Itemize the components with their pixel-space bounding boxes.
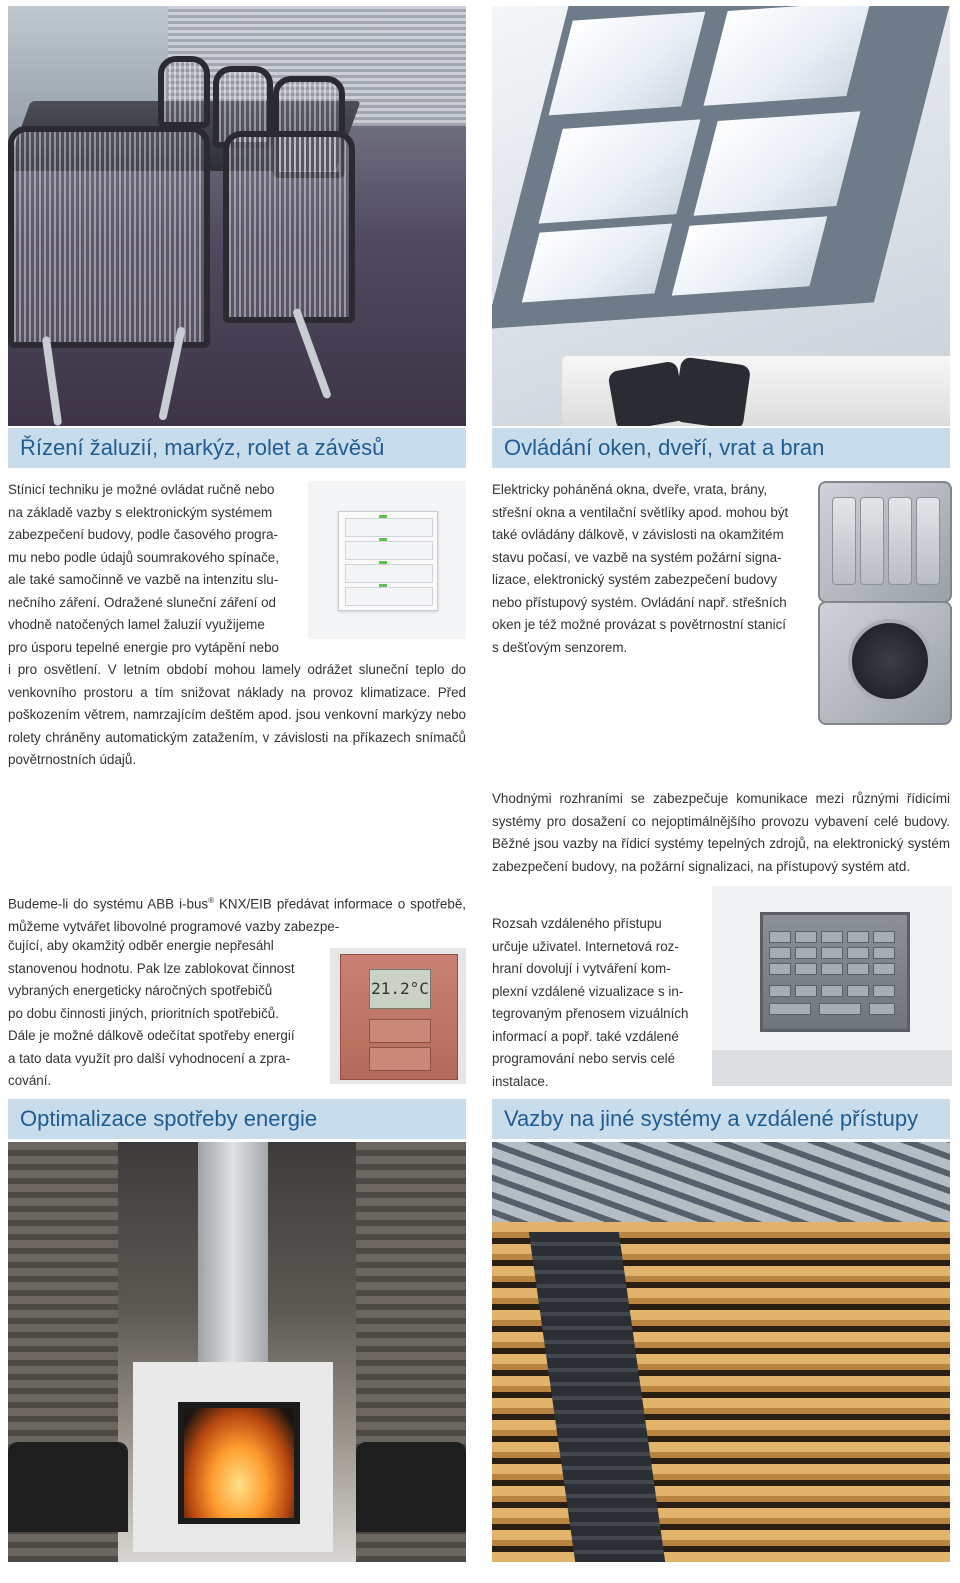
led-indicator [379, 584, 387, 587]
room-thermostat-image [330, 948, 466, 1084]
screen-cell [873, 963, 895, 975]
energy-text-narrow [8, 935, 324, 1093]
fireplace-interior-photo [8, 1142, 466, 1562]
panel-screen [760, 912, 910, 1032]
attic-skylight-photo [492, 6, 950, 426]
text-line: stavu počasí, ve vazbě na systém požární signa- [492, 549, 782, 565]
chair-shape [8, 126, 210, 348]
chair-shape [158, 56, 210, 128]
remote-text-narrow [492, 913, 698, 1093]
text-line: cování. [8, 1073, 52, 1088]
text-line: mu nebo podle údajů soumrakového spínače, [8, 549, 279, 565]
skylight-pane-shape [522, 224, 672, 303]
power-socket-icon [848, 619, 932, 703]
registered-mark: ® [208, 896, 214, 905]
text-line: vhodně natočených lamel žaluzií využijeme [8, 617, 265, 632]
screen-cell [847, 985, 869, 997]
chair-shape [223, 131, 355, 323]
heading-blinds: Řízení žaluzií, markýz, rolet a závěsů [8, 428, 466, 468]
roof-structure-shape [492, 1142, 950, 1232]
screen-cell [769, 947, 791, 959]
armchair-shape [356, 1442, 466, 1532]
window-control-switch-image [818, 481, 952, 725]
remote-text-wide: Vhodnými rozhraními se zabezpečuje komunikace mezi různými řídicími systémy pro dosažení co nejoptimálnějšího provozu vybavení celé budovy. Běžné jsou vazby na řídicí systémy tepelných zdrojů, na elektronický systém zabezpečení budovy, na požární signalizaci, na přístupový systém atd. [492, 791, 950, 874]
screen-cell [873, 931, 895, 943]
thermostat-display: 21.2°C [369, 969, 431, 1009]
screen-cell [847, 931, 869, 943]
led-indicator [379, 538, 387, 541]
heading-energy: Optimalizace spotřeby energie [8, 1099, 466, 1139]
text-line: střešní okna a ventilační světlíky apod. mohou být [492, 504, 789, 520]
text-line: instalace. [492, 1073, 549, 1089]
windows-text [492, 479, 808, 659]
screen-cell [769, 985, 791, 997]
screen-cell [769, 1003, 811, 1015]
text-line: programování nebo servis celé [492, 1051, 676, 1066]
screen-cell [847, 963, 869, 975]
control-panel-display-image [712, 886, 952, 1086]
rocker-key [345, 587, 433, 606]
office-meeting-room-photo [8, 6, 466, 426]
text-line: ale také samočinně ve vazbě na intenzitu slu- [8, 572, 279, 587]
switch-key [916, 497, 940, 585]
text-line: lizace, elektronický systém zabezpečení budovy [492, 572, 778, 587]
screen-cell [873, 985, 895, 997]
screen-cell [821, 963, 843, 975]
switch-panel [338, 511, 438, 611]
text-line: s dešťovým senzorem. [492, 639, 628, 655]
text-line: informací a popř. také vzdálené [492, 1028, 679, 1044]
blinds-text-wide: i pro osvětlení. V letním období mohou lamely odrážet sluneční teplo do venkovního prostoru a tím snižovat náklady na provoz klimatizace. Před poškozením větrem, namrzajícím deštěm apod. jsou venkovní markýzy nebo rolety chráněny automatickým zatažením, v závislosti na příkazech snímačů povětrnostních údajů. [8, 662, 466, 767]
rocker-key [345, 564, 433, 583]
armchair-shape [8, 1442, 128, 1532]
text-line: pro úsporu tepelné energie pro vytápění nebo [8, 639, 279, 655]
thermostat-button [369, 1019, 431, 1043]
text-line: určuje uživatel. Internetová roz- [492, 938, 679, 954]
text-line: Stínicí techniku je možné ovládat ručně nebo [8, 482, 275, 497]
screen-cell [873, 947, 895, 959]
thermostat-body [340, 954, 458, 1080]
screen-cell [795, 931, 817, 943]
thermostat-button [369, 1047, 431, 1071]
skylight-pane-shape [539, 119, 701, 223]
skylight-pane-shape [694, 111, 861, 216]
screen-cell [769, 931, 791, 943]
skylight-pane-shape [672, 216, 828, 295]
screen-cell [821, 985, 843, 997]
text-line: nečního záření. Odražené sluneční záření od [8, 594, 276, 610]
text-line: nebo přístupový systém. Ovládání např. střešních [492, 594, 787, 610]
screen-cell [869, 1003, 895, 1015]
text-line: tegrovaným přenosem vizuálních [492, 1006, 689, 1021]
text-line: vybraných energeticky náročných spotřebičů [8, 983, 273, 998]
screen-cell [821, 947, 843, 959]
blinds-text-narrow [8, 479, 308, 659]
pillow-shape [673, 356, 751, 426]
text-line: Elektricky poháněná okna, dveře, vrata, brány, [492, 482, 768, 497]
energy-text-wide [8, 890, 466, 938]
skylight-pane-shape [704, 6, 871, 106]
rocker-key [345, 541, 433, 560]
screen-cell [821, 931, 843, 943]
text-line: také ovládány dálkově, v závislosti na okamžitém [492, 527, 784, 542]
chair-leg-shape [42, 336, 62, 426]
text-line: po dobu činnosti jiných, prioritních spotřebičů. [8, 1005, 279, 1021]
panel-base [712, 1050, 952, 1086]
switch-key [888, 497, 912, 585]
heading-windows: Ovládání oken, dveří, vrat a bran [492, 428, 950, 468]
led-indicator [379, 515, 387, 518]
blinds-control-switch-image [308, 481, 466, 639]
text-line: oken je též možné provázat s povětrnostní stanicí [492, 617, 787, 632]
text-line: hraní dovolují i vytváření kom- [492, 961, 671, 976]
text-line: plexní vzdálené vizualizace s in- [492, 983, 684, 999]
skylight-pane-shape [549, 12, 706, 116]
text-line: zabezpečení budovy, podle časového progra- [8, 527, 278, 542]
lecture-hall-photo [492, 1142, 950, 1562]
energy-text-cont: KNX/EIB předávat informace o spotřebě, můžeme vytvářet libovolné programové vazby zabezpe- [8, 896, 466, 934]
text-line: čující, aby okamžitý odběr energie nepřesáhl [8, 938, 274, 953]
chimney-shape [198, 1142, 268, 1372]
text-line: Rozsah vzdáleného přístupu [492, 916, 662, 931]
fire-icon [178, 1402, 300, 1524]
text-line: Dále je možné dálkově odečítat spotřeby energií [8, 1028, 295, 1043]
heading-remote: Vazby na jiné systémy a vzdálené přístupy [492, 1099, 950, 1139]
screen-cell [769, 963, 791, 975]
screen-cell [795, 963, 817, 975]
screen-cell [795, 985, 817, 997]
text-line: stanovenou hodnotu. Pak lze zablokovat činnost [8, 960, 295, 976]
text-line: na základě vazby s elektronickým systémem [8, 504, 273, 520]
energy-text-start: Budeme-li do systému ABB i-bus [8, 896, 209, 912]
switch-key [860, 497, 884, 585]
rocker-key [345, 518, 433, 537]
screen-cell [847, 947, 869, 959]
switch-key [832, 497, 856, 585]
text-line: a tato data využít pro další vyhodnocení a zpra- [8, 1050, 291, 1066]
led-indicator [379, 561, 387, 564]
screen-cell [819, 1003, 861, 1015]
screen-cell [795, 947, 817, 959]
